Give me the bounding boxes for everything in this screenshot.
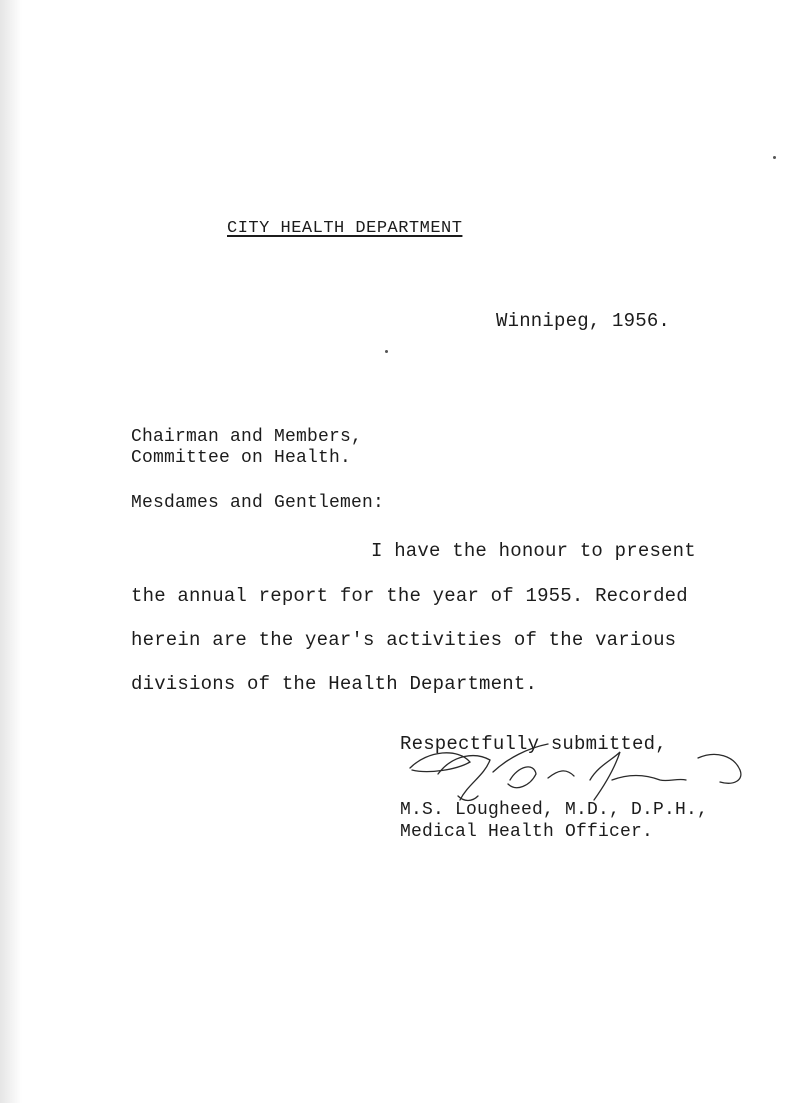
paper-speck xyxy=(773,156,776,159)
body-line-4: divisions of the Health Department. xyxy=(131,673,538,695)
salutation: Mesdames and Gentlemen: xyxy=(131,493,385,513)
signatory-title: Medical Health Officer. xyxy=(400,822,654,842)
addressee-line-2: Committee on Health. xyxy=(131,448,352,468)
body-line-1: I have the honour to present xyxy=(371,540,696,562)
signatory-name: M.S. Lougheed, M.D., D.P.H., xyxy=(400,800,709,820)
body-line-2: the annual report for the year of 1955. Recorded xyxy=(131,585,688,607)
page-edge-shadow xyxy=(0,0,22,1103)
paper-speck xyxy=(385,350,388,353)
addressee-line-1: Chairman and Members, xyxy=(131,427,363,447)
closing: Respectfully submitted, xyxy=(400,733,667,755)
place-date: Winnipeg, 1956. xyxy=(496,310,671,332)
department-heading: CITY HEALTH DEPARTMENT xyxy=(227,219,463,238)
body-line-3: herein are the year's activities of the various xyxy=(131,629,677,651)
